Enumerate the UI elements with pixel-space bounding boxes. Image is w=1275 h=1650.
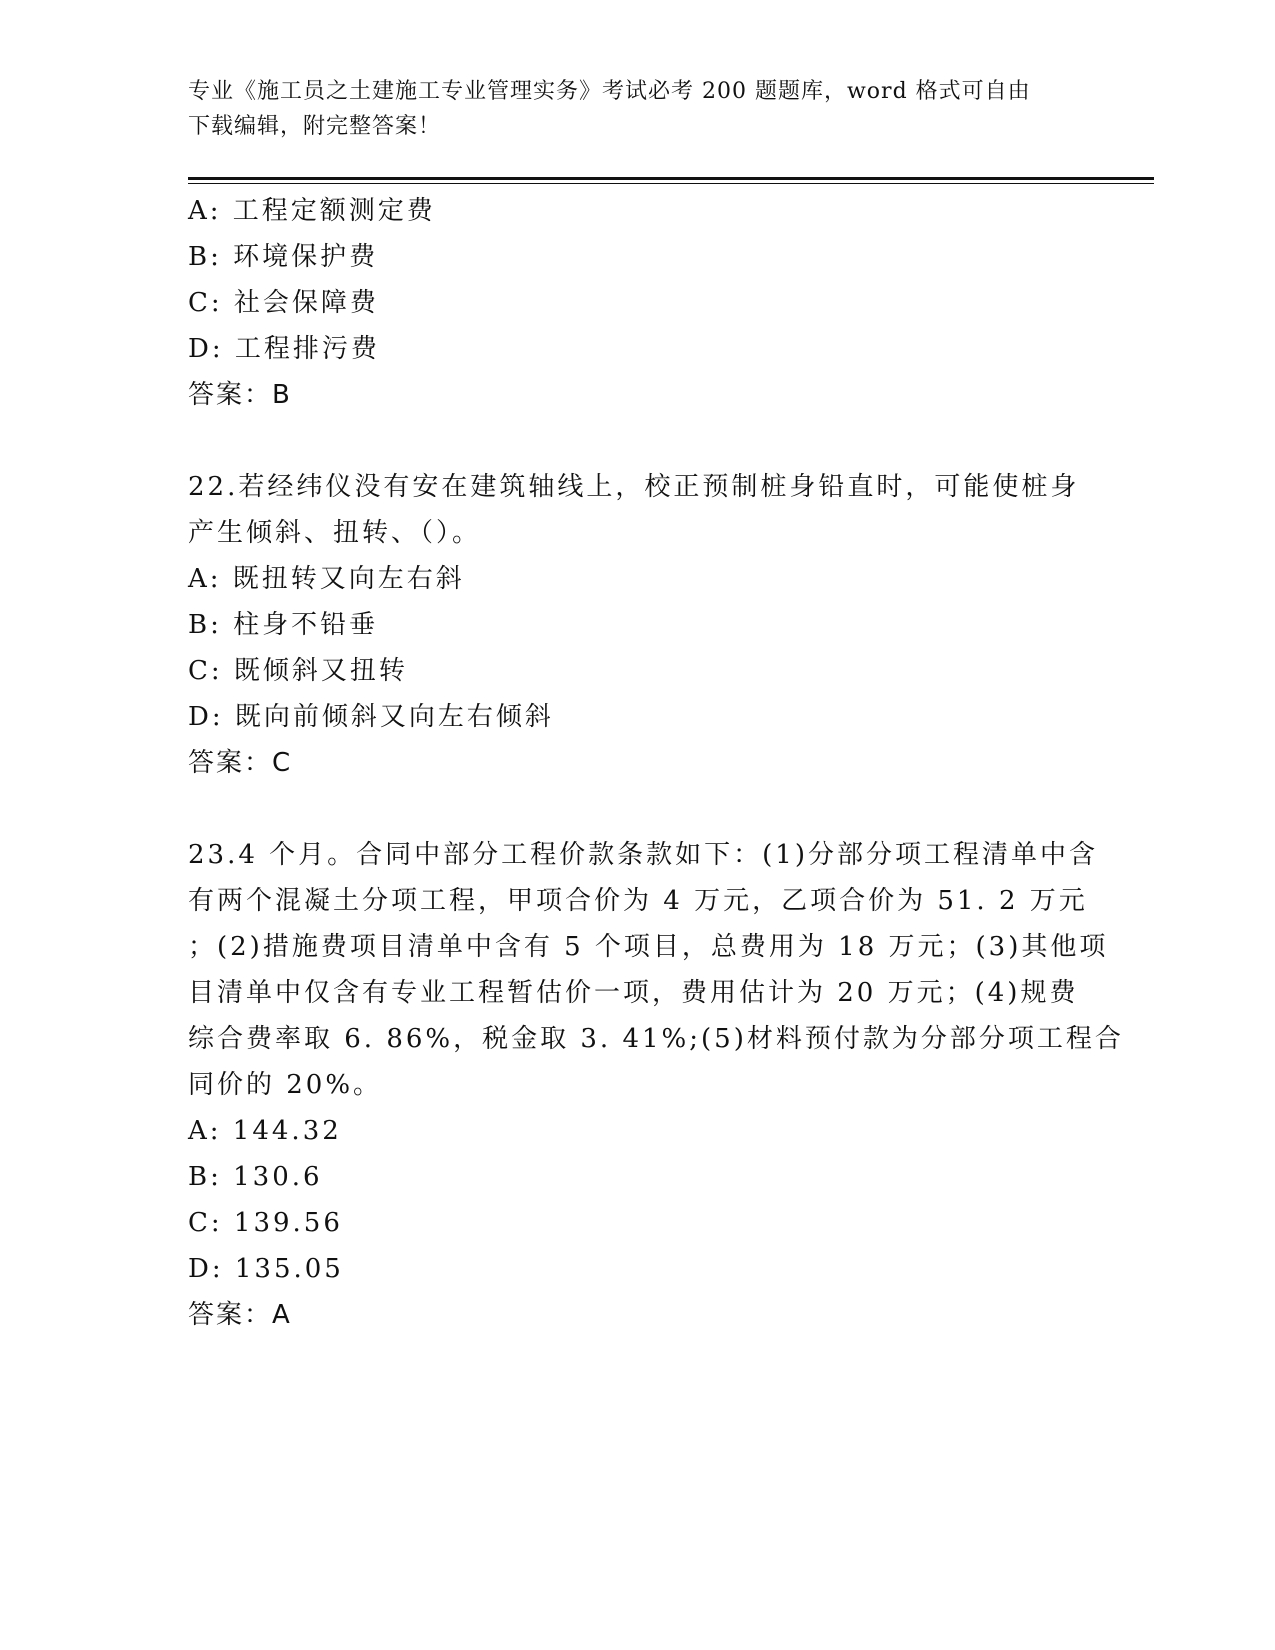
q22-stem-line-1: 22.若经纬仪没有安在建筑轴线上，校正预制桩身铅直时，可能使桩身: [188, 472, 1080, 502]
question-21-block: [188, 188, 1088, 418]
q23-option-a: A: 144.32: [188, 1116, 342, 1146]
spacer: [188, 418, 1088, 464]
q22-option-d: D: 既向前倾斜又向左右倾斜: [188, 702, 554, 732]
question-23-block: [188, 832, 1124, 1338]
q23-stem-line-2: 有两个混凝土分项工程，甲项合价为 4 万元，乙项合价为 51. 2 万元: [188, 886, 1088, 916]
q21-answer: 答案：B: [188, 380, 292, 410]
q23-answer: 答案：A: [188, 1300, 292, 1330]
q22-stem-line-2: 产生倾斜、扭转、（）。: [188, 518, 482, 548]
q23-option-b: B: 130.6: [188, 1162, 323, 1192]
q22-option-a: A: 既扭转又向左右斜: [188, 564, 465, 594]
q23-stem-line-3: ；(2)措施费项目清单中含有 5 个项目，总费用为 18 万元；(3)其他项: [188, 932, 1109, 962]
q21-option-c: C: 社会保障费: [188, 288, 379, 318]
header-rule-thick: [188, 177, 1154, 180]
q23-option-d: D: 135.05: [188, 1254, 344, 1284]
q23-stem-line-5: 综合费率取 6. 86%，税金取 3. 41%;(5)材料预付款为分部分项工程合: [188, 1024, 1124, 1054]
spacer: [188, 786, 1088, 832]
q21-option-d: D: 工程排污费: [188, 334, 380, 364]
question-content: [188, 188, 1124, 1338]
q23-stem-line-1: 23.4 个月。合同中部分工程价款条款如下：(1)分部分项工程清单中含: [188, 840, 1098, 870]
q22-option-c: C: 既倾斜又扭转: [188, 656, 408, 686]
q22-answer: 答案：C: [188, 748, 293, 778]
q22-option-b: B: 柱身不铅垂: [188, 610, 379, 640]
q21-option-a: A: 工程定额测定费: [188, 196, 436, 226]
q23-stem-line-4: 目清单中仅含有专业工程暂估价一项，费用估计为 20 万元；(4)规费: [188, 978, 1079, 1008]
question-22-block: [188, 464, 1088, 786]
q21-option-b: B: 环境保护费: [188, 242, 379, 272]
document-header: [188, 74, 1068, 144]
header-line-2: 下载编辑，附完整答案！: [188, 114, 442, 139]
header-line-1: 专业《施工员之土建施工专业管理实务》考试必考 200 题题库，word 格式可自由: [188, 79, 1031, 104]
q23-option-c: C: 139.56: [188, 1208, 343, 1238]
q23-stem-line-6: 同价的 20%。: [188, 1070, 383, 1100]
header-rule-thin: [188, 183, 1154, 184]
